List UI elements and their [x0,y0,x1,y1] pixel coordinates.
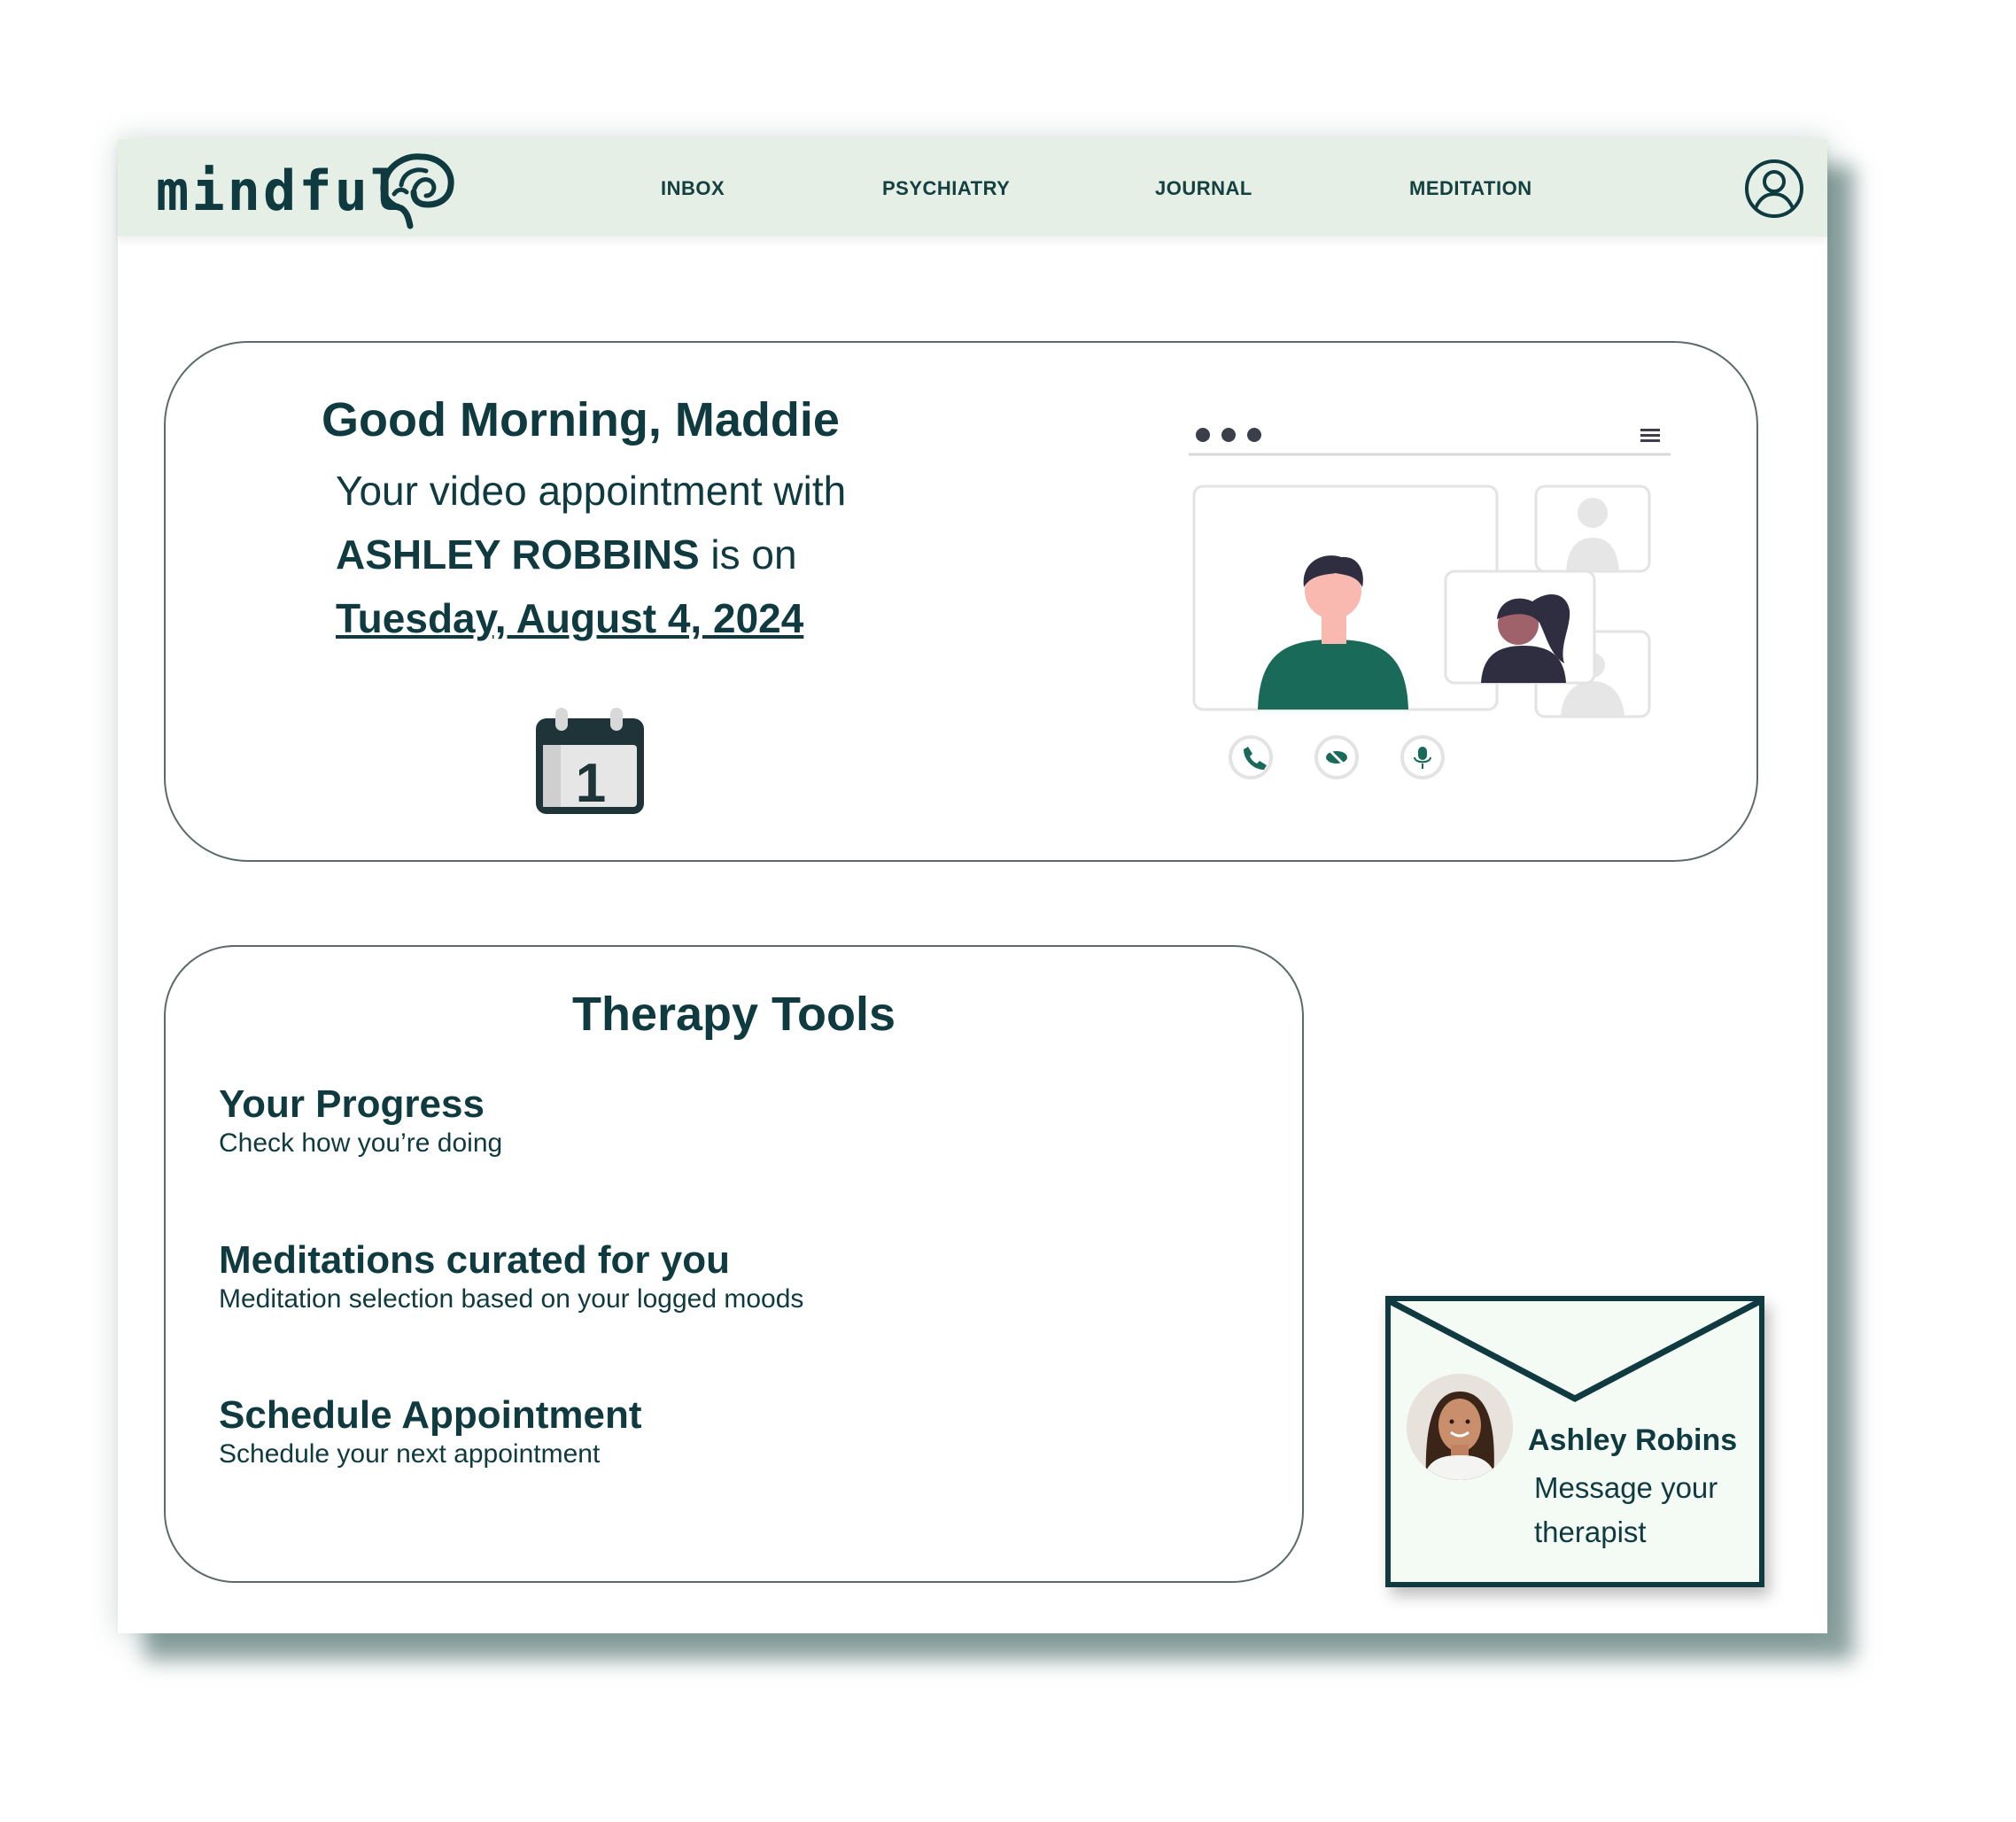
therapist-avatar [1407,1374,1513,1480]
appointment-date-link[interactable]: Tuesday, August 4, 2024 [336,595,804,641]
avatar-portrait [1407,1374,1513,1480]
user-circle-icon[interactable] [1744,159,1804,219]
tool-description: Check how you’re doing [219,1128,503,1158]
message-therapist-name: Ashley Robins [1528,1423,1738,1457]
nav-meditation[interactable]: MEDITATION [1409,177,1532,199]
greeting-heading: Good Morning, Maddie [322,393,840,446]
calendar-icon[interactable] [532,706,647,817]
calendar-day: 1 [575,753,607,814]
tool-schedule-appointment[interactable] [219,1392,642,1470]
therapy-tools-card [164,945,1304,1583]
message-therapist-card[interactable] [1385,1296,1764,1587]
brain-logo-icon [375,146,458,231]
tool-title: Your Progress [219,1082,485,1126]
therapy-tools-title: Therapy Tools [571,988,896,1041]
brand-logo[interactable]: mindful [156,159,407,223]
message-therapist-text: Message your therapist [1534,1471,1718,1548]
appointment-card [164,341,1758,862]
app-window [118,139,1827,1633]
nav-inbox[interactable]: INBOX [661,177,725,199]
tool-description: Schedule your next appointment [219,1439,601,1469]
tool-title: Meditations curated for you [219,1238,730,1282]
therapist-name: ASHLEY ROBBINS [336,531,700,578]
tool-meditations[interactable] [219,1237,803,1315]
appointment-line-2 [336,531,797,578]
nav-psychiatry[interactable]: PSYCHIATRY [882,177,1011,199]
tool-description: Meditation selection based on your logged moods [219,1284,804,1314]
nav-journal[interactable]: JOURNAL [1155,177,1252,199]
appointment-is-on: is on [699,531,797,578]
top-navbar [118,139,1827,236]
appointment-line-1: Your video appointment with [336,468,847,514]
tool-title: Schedule Appointment [219,1393,642,1437]
calendar-graphic [532,706,647,817]
tool-your-progress[interactable] [219,1082,502,1159]
video-call-illustration [1189,414,1685,795]
